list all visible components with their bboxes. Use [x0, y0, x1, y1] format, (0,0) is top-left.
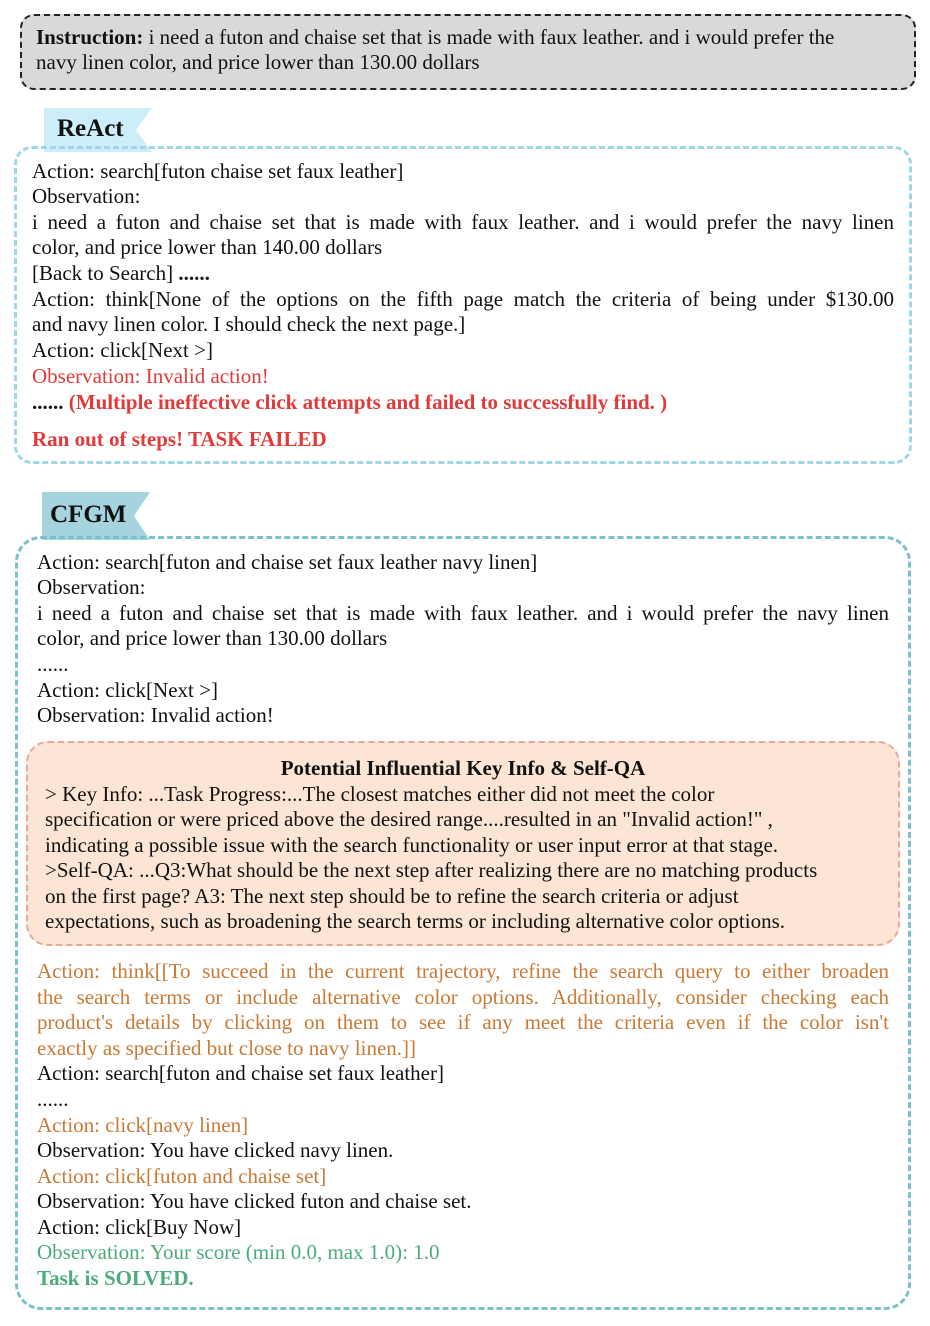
key-info-line-5: on the first page? A3: The next step should be to refine the search criteria or adjust — [45, 884, 739, 908]
cfgm-line-6: Action: click[Next >] — [37, 678, 218, 702]
cfgm-line-3: i need a futon and chaise set that is made with faux leather. and i would prefer the navy linen — [37, 601, 889, 625]
cfgm-obs-navy: Observation: You have clicked navy linen. — [37, 1138, 394, 1162]
react-line-4: color, and price lower than 140.00 dollars — [32, 235, 383, 259]
react-line-8: Action: click[Next >] — [32, 338, 213, 362]
react-line-7: and navy linen color. I should check the next page.] — [32, 312, 466, 336]
cfgm-tag-label: CFGM — [50, 501, 127, 528]
react-line-6: Action: think[None of the options on the fifth page match the criteria of being under $130.00 — [32, 287, 894, 311]
cfgm-search-2: Action: search[futon and chaise set faux leather] — [37, 1061, 444, 1085]
cfgm-ellipsis-2: ...... — [37, 1087, 69, 1111]
cfgm-think-line-3: product's details by clicking on them to see if any meet the criteria even if the color isn't — [37, 1010, 889, 1034]
key-info-title: Potential Influential Key Info & Self-QA — [280, 756, 646, 780]
react-line-3: i need a futon and chaise set that is made with faux leather. and i would prefer the navy linen — [32, 210, 894, 234]
cfgm-obs-score: Observation: Your score (min 0.0, max 1.0): 1.0 — [37, 1240, 440, 1264]
cfgm-think-line-2: the search terms or include alternative color options. Additionally, consider checking each — [37, 985, 889, 1009]
cfgm-click-futon: Action: click[futon and chaise set] — [37, 1164, 327, 1188]
instruction-text-1: i need a futon and chaise set that is made with faux leather. and i would prefer the — [148, 25, 835, 49]
cfgm-task-solved: Task is SOLVED. — [37, 1266, 194, 1290]
key-info-line-1: > Key Info: ...Task Progress:...The closest matches either did not meet the color — [45, 782, 715, 806]
cfgm-click-navy: Action: click[navy linen] — [37, 1113, 249, 1137]
key-info-line-4: >Self-QA: ...Q3:What should be the next step after realizing there are no matching products — [45, 858, 818, 882]
cfgm-line-7: Observation: Invalid action! — [37, 703, 274, 727]
instruction-line-1 — [36, 25, 834, 51]
react-ellipsis-2: ...... — [32, 390, 64, 414]
react-line-5 — [32, 261, 210, 287]
react-line-2: Observation: — [32, 184, 141, 208]
react-ellipsis: ...... — [178, 261, 210, 285]
cfgm-click-buy: Action: click[Buy Now] — [37, 1215, 242, 1239]
react-line-9: Observation: Invalid action! — [32, 364, 269, 388]
react-line-10 — [32, 390, 667, 416]
cfgm-line-4: color, and price lower than 130.00 dollars — [37, 626, 388, 650]
cfgm-ellipsis-1: ...... — [37, 652, 69, 676]
cfgm-think-line-1: Action: think[[To succeed in the current trajectory, refine the search query to either broaden — [37, 959, 889, 983]
cfgm-think-line-4: exactly as specified but close to navy linen.]] — [37, 1036, 417, 1060]
react-tag-label: ReAct — [57, 115, 124, 142]
react-task-failed: Ran out of steps! TASK FAILED — [32, 427, 327, 451]
react-back-to-search: [Back to Search] — [32, 261, 179, 285]
instruction-label: Instruction: — [36, 25, 144, 49]
cfgm-line-2: Observation: — [37, 575, 146, 599]
react-line-1: Action: search[futon chaise set faux leather] — [32, 159, 404, 183]
key-info-line-3: indicating a possible issue with the search functionality or user input error at that stage. — [45, 833, 779, 857]
cfgm-obs-futon: Observation: You have clicked futon and chaise set. — [37, 1189, 472, 1213]
key-info-line-6: expectations, such as broadening the search terms or including alternative color options. — [45, 909, 786, 933]
instruction-line-2: navy linen color, and price lower than 130.00 dollars — [36, 50, 480, 74]
react-failure-note: (Multiple ineffective click attempts and failed to successfully find. ) — [63, 390, 668, 414]
key-info-line-2: specification or were priced above the desired range....resulted in an "Invalid action!" , — [45, 807, 773, 831]
cfgm-line-1: Action: search[futon and chaise set faux leather navy linen] — [37, 550, 538, 574]
